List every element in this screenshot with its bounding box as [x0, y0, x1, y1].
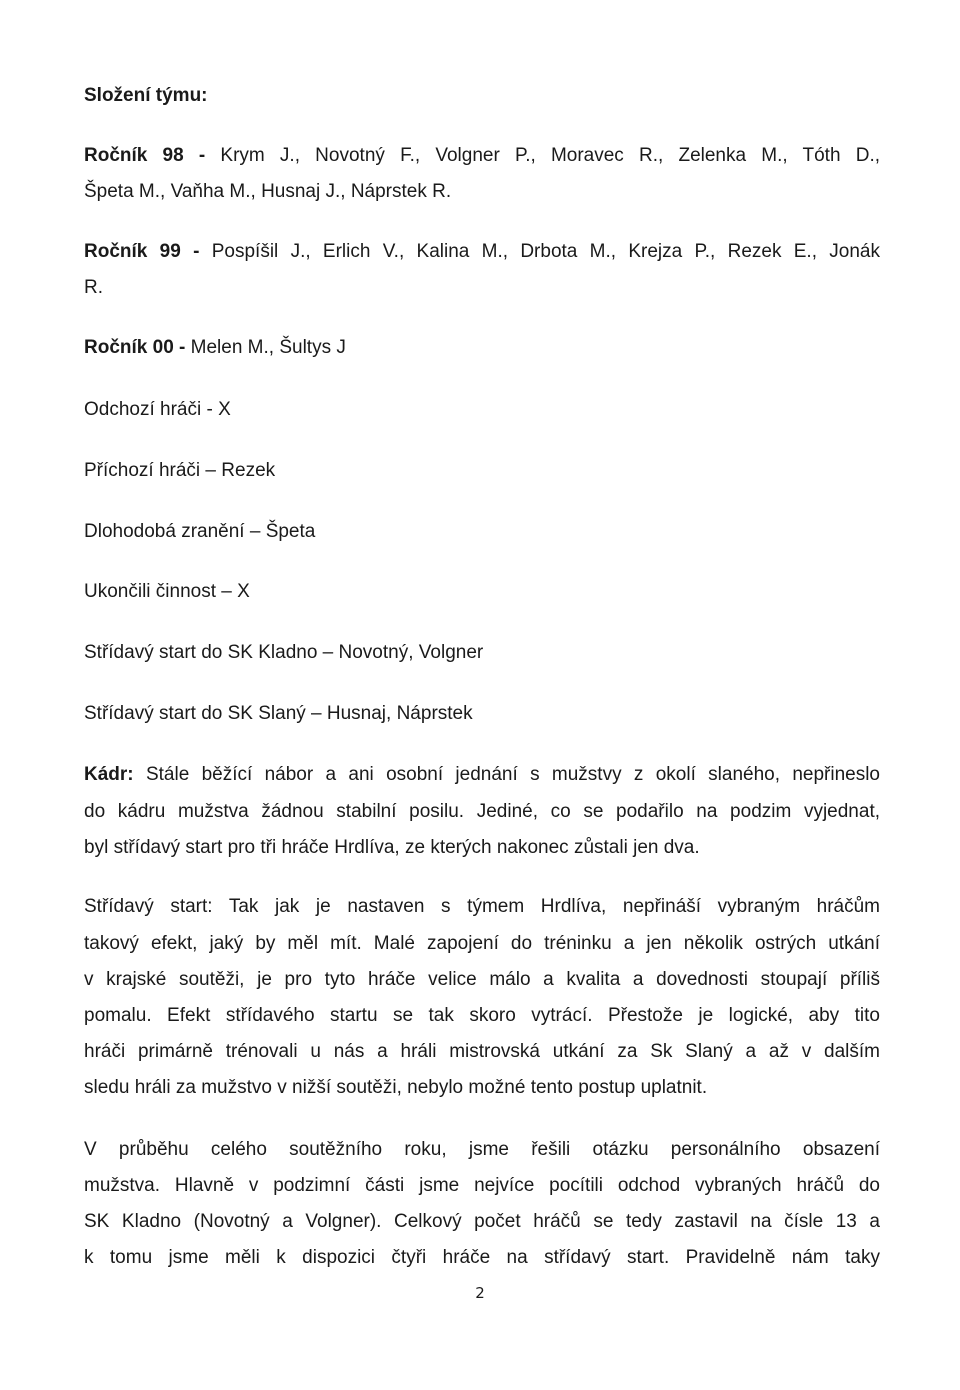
alternating-start-slany: Střídavý start do SK Slaný – Husnaj, Náprstek — [84, 703, 473, 724]
alternating-line-4: pomalu. Efekt střídavého startu se tak skoro vytrácí. Přestože je logické, aby tito — [84, 1005, 880, 1026]
incoming-players: Příchozí hráči – Rezek — [84, 460, 276, 481]
alternating-line-5: hráči primárně trénovali u nás a hráli mistrovská utkání za Sk Slaný a až v dalším — [84, 1041, 880, 1062]
season-line-1: V průběhu celého soutěžního roku, jsme řešili otázku personálního obsazení — [84, 1139, 880, 1160]
roster-00-label: Ročník 00 - — [84, 337, 186, 358]
roster-98-label: Ročník 98 - — [84, 145, 206, 166]
kadr-label: Kádr: — [84, 764, 134, 785]
kadr-line-1 — [84, 763, 880, 787]
page-number: 2 — [475, 1284, 485, 1302]
kadr-text-1: Stále běžící nábor a ani osobní jednání s mužstvy z okolí slaného, nepřineslo — [145, 764, 880, 785]
roster-99-names-1: Pospíšil J., Erlich V., Kalina M., Drbota M., Krejza P., Rezek E., Jonák — [211, 241, 880, 262]
roster-99-line-1 — [84, 240, 880, 264]
season-line-4: k tomu jsme měli k dispozici čtyři hráče na střídavý start. Pravidelně nám taky — [84, 1247, 880, 1268]
roster-98-names-1: Krym J., Novotný F., Volgner P., Moravec R., Zelenka M., Tóth D., — [220, 145, 880, 166]
alternating-line-1: Střídavý start: Tak jak je nastaven s týmem Hrdlíva, nepřináší vybraným hráčům — [84, 896, 880, 917]
season-line-2: mužstva. Hlavně v podzimní části jsme nejvíce pocítili odchod vybraných hráčů do — [84, 1175, 880, 1196]
roster-98-line-1 — [84, 144, 880, 168]
alternating-line-3: v krajské soutěži, je pro tyto hráče velice málo a kvalita a dovednosti stoupají příliš — [84, 969, 880, 990]
season-line-3: SK Kladno (Novotný a Volgner). Celkový počet hráčů se tedy zastavil na čísle 13 a — [84, 1211, 880, 1232]
kadr-line-3: byl střídavý start pro tři hráče Hrdlíva, ze kterých nakonec zůstali jen dva. — [84, 837, 700, 858]
alternating-line-2: takový efekt, jaký by měl mít. Malé zapojení do tréninku a jen několik ostrých utkání — [84, 933, 880, 954]
outgoing-players: Odchozí hráči - X — [84, 399, 231, 420]
long-term-injuries: Dlohodobá zranění – Špeta — [84, 521, 316, 542]
roster-98-line-2: Špeta M., Vaňha M., Husnaj J., Náprstek R. — [84, 181, 452, 202]
section-heading: Složení týmu: — [84, 85, 208, 106]
alternating-line-6: sledu hráli za mužstvo v nižší soutěži, nebylo možné tento postup uplatnit. — [84, 1077, 708, 1098]
kadr-line-2: do kádru mužstva žádnou stabilní posilu. Jediné, co se podařilo na podzim vyjednat, — [84, 801, 880, 822]
roster-99-label: Ročník 99 - — [84, 241, 200, 262]
roster-00-names: Melen M., Šultys J — [190, 337, 346, 358]
document-page — [84, 0, 880, 1390]
alternating-start-kladno: Střídavý start do SK Kladno – Novotný, Volgner — [84, 642, 484, 663]
retired-players: Ukončili činnost – X — [84, 581, 250, 602]
roster-99-line-2: R. — [84, 277, 103, 298]
roster-00-line — [84, 336, 880, 360]
